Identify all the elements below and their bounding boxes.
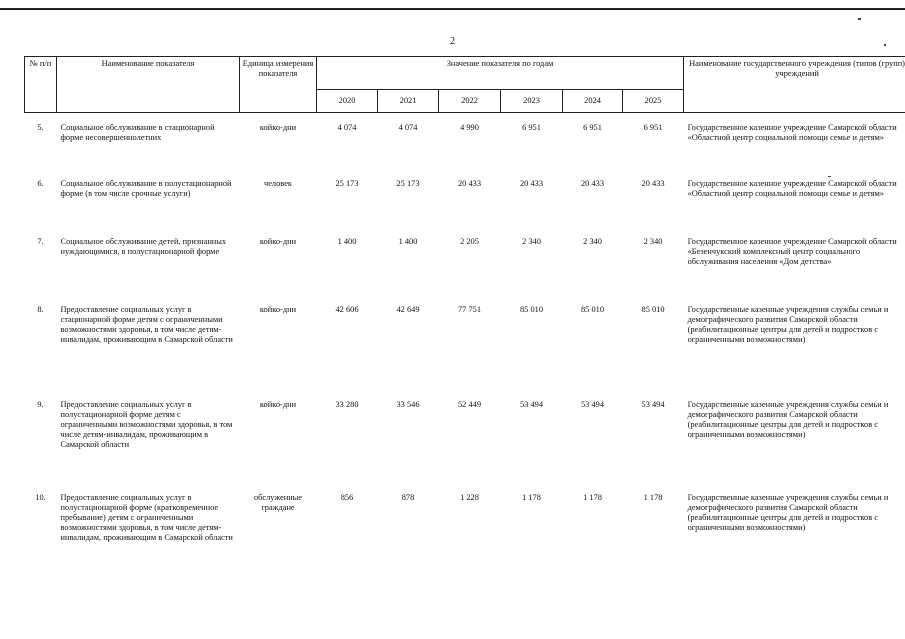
value-cell: 1 228 [460,493,479,502]
header-year: 2021 [378,90,439,113]
row-number: 9. [37,400,44,409]
institution-cell: Государственные казенные учреждения службы семьи и демографического развития Самарской области (реабилитационные центры для детей и подростков с ограниченными возможностями) [687,305,889,344]
page-number: 2 [450,36,455,47]
value-cell: 1 400 [398,237,418,246]
value-cell: 77 751 [457,305,482,314]
institution-cell: Государственное казенное учреждение Самарской области «Областной центр социальной помощи семье и детям» [687,123,897,142]
value-cell: 25 173 [396,179,420,188]
value-cell: 1 178 [522,493,541,502]
header-year: 2020 [317,90,378,113]
header-year: 2025 [623,90,684,113]
indicator-name: Предоставление социальных услуг в полустационарной форме (кратковременное пребывание) детям с ограниченными возможностями здоровья, в том числе детям-инвалидам, проживающим в Самарской области [60,493,233,542]
value-cell: 53 494 [580,400,605,409]
indicator-name: Социальное обслуживание детей, признанных нуждающимися, в полустационарной форме [60,237,227,256]
top-rule [0,8,905,10]
header-year: 2023 [501,90,563,113]
value-cell: 33 546 [396,400,420,409]
value-cell: 1 400 [337,237,357,246]
table-row [25,237,905,305]
table-row [25,400,905,493]
unit-cell: койко-дни [259,237,297,246]
table-row [25,305,905,400]
indicator-name: Предоставление социальных услуг в стационарной форме детям с ограниченными возможностями здоровья, в том числе детям-инвалидам, проживающим в Самарской области [60,305,233,344]
row-number: 7. [37,237,44,246]
value-cell: 20 433 [519,179,544,188]
header-year: 2024 [563,90,623,113]
header-unit: Единица измерения показателя [240,57,317,113]
header-values: Значение показателя по годам [317,57,684,90]
header-year: 2022 [439,90,501,113]
value-cell: 53 494 [519,400,544,409]
unit-cell: обслуженные граждане [253,493,303,512]
header-num: № п/п [25,57,57,113]
value-cell: 1 178 [583,493,602,502]
value-cell: 6 951 [583,123,602,132]
value-cell: 4 074 [398,123,418,132]
indicator-name: Предоставление социальных услуг в полустационарной форме детям с ограниченными возможностями здоровья, в том числе детям-инвалидам, проживающим в Самарской области [60,400,233,449]
value-cell: 42 649 [396,305,420,314]
unit-cell: койко-дни [259,400,297,409]
table-row [25,179,905,237]
indicators-table [24,56,905,589]
value-cell: 2 340 [583,237,602,246]
value-cell: 85 010 [641,305,665,314]
row-number: 5. [37,123,44,132]
table-row [25,493,905,589]
indicator-name: Социальное обслуживание в полустационарной форме (в том числе срочные услуги) [60,179,232,198]
value-cell: 20 433 [457,179,482,188]
row-number: 10. [35,493,46,502]
value-cell: 20 433 [641,179,665,188]
scan-mark [858,18,861,20]
header-name: Наименование показателя [57,57,240,113]
value-cell: 6 951 [522,123,541,132]
row-number: 6. [37,179,44,188]
unit-cell: койко-дни [259,305,297,314]
value-cell: 878 [401,493,415,502]
value-cell: 2 205 [460,237,479,246]
value-cell: 33 280 [335,400,359,409]
institution-cell: Государственные казенные учреждения службы семьи и демографического развития Самарской области (реабилитационные центры для детей и подростков с ограниченными возможностями) [687,493,889,532]
institution-cell: Государственное казенное учреждение Самарской области «Безенчукский комплексный центр социального обслуживания населения «Дом детства» [687,237,897,266]
institution-cell: Государственные казенные учреждения службы семьи и демографического развития Самарской области (реабилитационные центры для детей и подростков с ограниченными возможностями) [687,400,889,439]
header-org: Наименование государственного учреждения (типов (групп) учреждений [684,57,905,113]
value-cell: 2 340 [522,237,541,246]
unit-cell: человек [264,179,292,188]
value-cell: 52 449 [457,400,482,409]
value-cell: 53 494 [641,400,665,409]
indicator-name: Социальное обслуживание в стационарной форме несовершеннолетних [60,123,215,142]
value-cell: 4 990 [460,123,479,132]
value-cell: 20 433 [580,179,605,188]
value-cell: 856 [340,493,354,502]
value-cell: 85 010 [519,305,544,314]
row-number: 8. [37,305,44,314]
value-cell: 6 951 [643,123,663,132]
value-cell: 2 340 [643,237,663,246]
value-cell: 25 173 [335,179,359,188]
value-cell: 4 074 [337,123,357,132]
table-row [25,123,905,179]
value-cell: 85 010 [580,305,605,314]
unit-cell: койко-дни [259,123,297,132]
value-cell: 42 606 [335,305,359,314]
institution-cell: Государственное казенное учреждение Самарской области «Областной центр социальной помощи семье и детям» [687,179,897,198]
value-cell: 1 178 [643,493,663,502]
